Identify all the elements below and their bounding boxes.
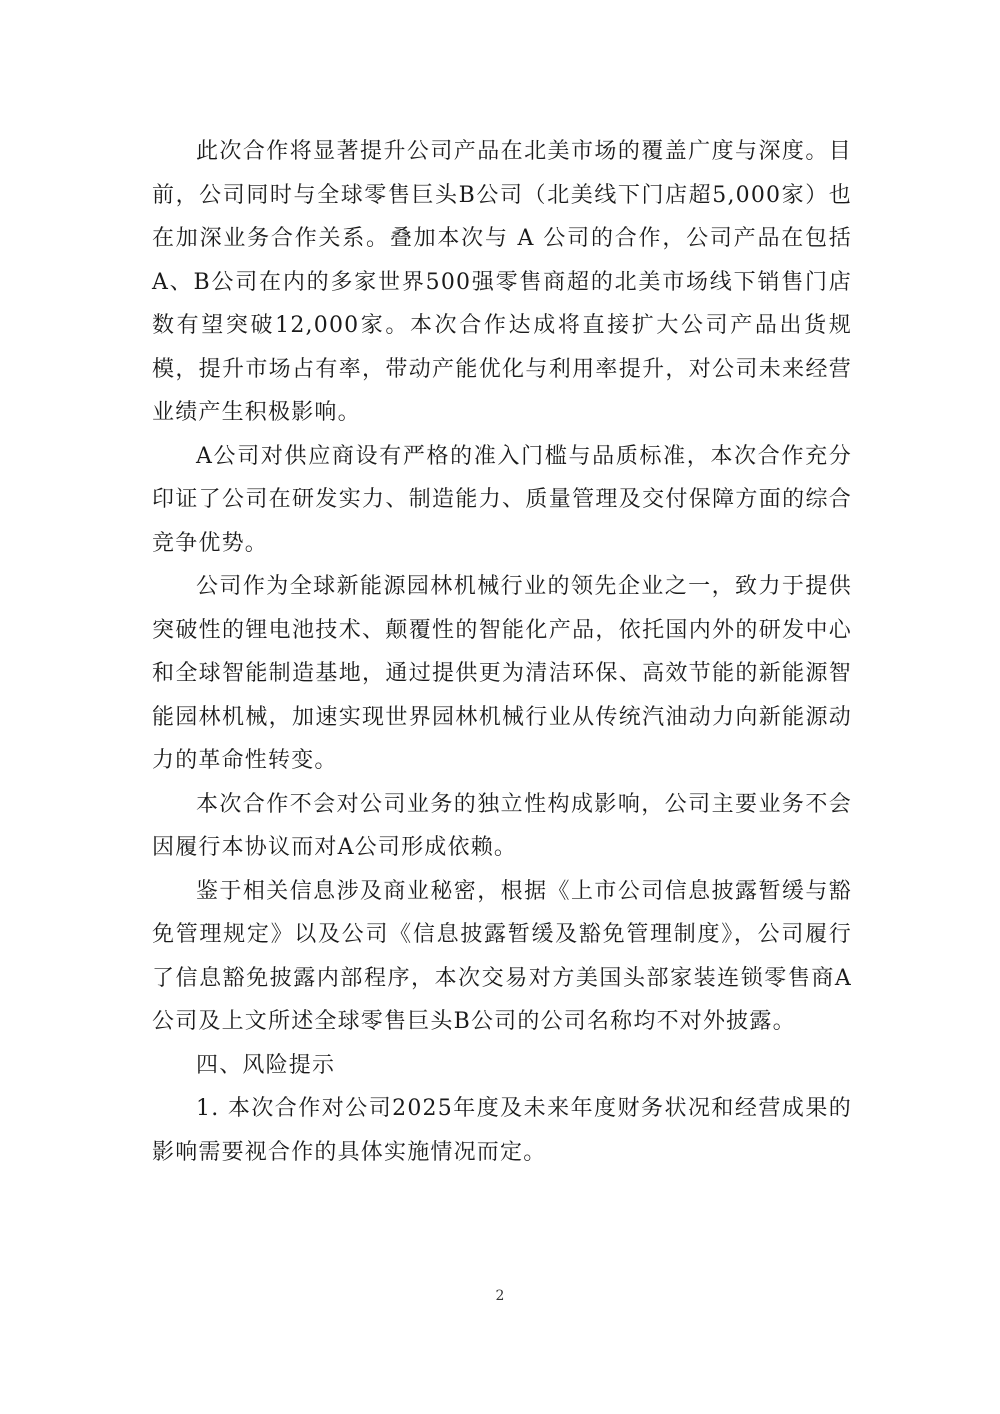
paragraph-disclosure-exemption: 鉴于相关信息涉及商业秘密，根据《上市公司信息披露暂缓与豁免管理规定》以及公司《信息披露暂缓及豁免管理制度》，公司履行了信息豁免披露内部程序，本次交易对方美国头部家装连锁零售商A公司及上文所述全球零售巨头B公司的公司名称均不对外披露。	[152, 878, 852, 1034]
paragraph-market-coverage: 此次合作将显著提升公司产品在北美市场的覆盖广度与深度。目前，公司同时与全球零售巨头B公司（北美线下门店超5,000家）也在加深业务合作关系。叠加本次与 A 公司的合作，公司产品在包括A、B公司在内的多家世界500强零售商超的北美市场线下销售门店数有望突破12,000家。本次合作达成将直接扩大公司产品出货规模，提升市场占有率，带动产能优化与利用率提升，对公司未来经营业绩产生积极影响。	[152, 139, 852, 425]
section-heading-risk: 四、风险提示	[196, 1052, 336, 1078]
paragraph-independence: 本次合作不会对公司业务的独立性构成影响，公司主要业务不会因履行本协议而对A公司形成依赖。	[152, 791, 852, 860]
page-number: 2	[495, 1288, 505, 1304]
risk-item-1: 1. 本次合作对公司2025年度及未来年度财务状况和经营成果的影响需要视合作的具体实施情况而定。	[152, 1096, 852, 1165]
document-body	[152, 130, 852, 1174]
paragraph-supplier-standards: A公司对供应商设有严格的准入门槛与品质标准，本次合作充分印证了公司在研发实力、制造能力、质量管理及交付保障方面的综合竞争优势。	[152, 443, 852, 556]
paragraph-company-profile: 公司作为全球新能源园林机械行业的领先企业之一，致力于提供突破性的锂电池技术、颠覆性的智能化产品，依托国内外的研发中心和全球智能制造基地，通过提供更为清洁环保、高效节能的新能源智能园林机械，加速实现世界园林机械行业从传统汽油动力向新能源动力的革命性转变。	[152, 574, 852, 773]
